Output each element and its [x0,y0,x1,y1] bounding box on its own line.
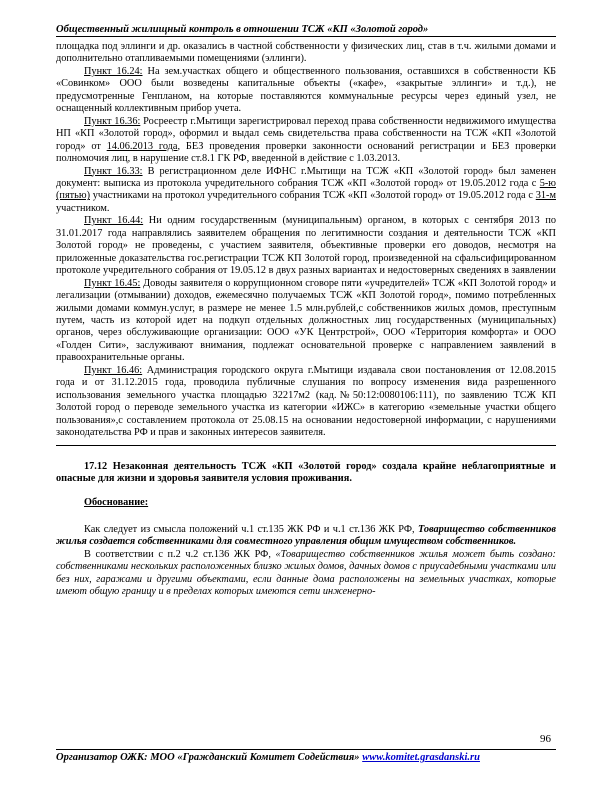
paragraph-text: участниками на протокол учредительного собрания ТСЖ «КП «Золотой город» от 19.05.2012 года с [90,190,536,202]
paragraph-text: Ни одним государственным (муниципальным) органом, в которых с сентября 2013 по 31.01.2017 года направлялись заявителем обращения по легитимности создания и деятельности ТСЖ «КП Золотой город» не проведены, с участием заявителя, объективные проверки его доводов, несмотря на приложенные доказательства гос.регистрации ТСЖ КП Золотой город, произведенной на сфальсифицированном протоколе учредительного собрания от 19.05.12 в двух разных вариантах и недостоверных сведениях в заявлении [56,215,556,277]
paragraph-text: В регистрационном деле ИФНС г.Мытищи на ТСЖ «КП «Золотой город» был заменен документ: выписка из протокола учредительного собрания ТСЖ «КП «Золотой город» от 19.05.2012 года с [56,165,556,189]
point-label: Пункт 16.24: [84,65,143,77]
paragraph-continued: площадка под эллинги и др. оказались в частной собственности у физических лиц, став в т.ч. жилыми домами и дополнительно отапливаемыми помещениями (эллинги). [56,41,556,65]
paragraph-16-46 [56,365,556,440]
basis-paragraph-2 [56,549,556,599]
footer-text: Организатор ОЖК: МОО «Гражданский Комитет Содействия» [56,752,363,763]
paragraph-text: В соответствии с п.2 ч.2 ст.136 ЖК РФ, [84,548,276,560]
underlined-count: 5-ю (пятью) [56,177,556,202]
point-label: Пункт 16.33: [84,165,143,177]
point-label: Пункт 16.44: [84,215,144,227]
paragraph-text: Доводы заявителя о коррупционном сговоре пяти «учредителей» ТСЖ «КП Золотой город» и легализации (отмывании) доходов, ежемесячно получаемых ТСЖ «КП Золотой город», помимо потребленных жилыми домами коммун.услуг, в размере не менее 1.5 млн.рублей,с собственников жилых домов, преступным путем, часть из которой идет на подкуп отдельных должностных лиц государственных (муниципальных) органов, через обслуживающие организации: ООО «УК Центрстрой», ООО «Территория комфорта» и ООО «Голден Сити», заслуживают внимания, подлежат основательной проверке с направлением заявлений в правоохранительные органы. [56,277,556,364]
basis-label: Обоснование: [84,497,149,509]
paragraph-text: На зем.участках общего и общественного пользования, оставшихся в собственности КБ «Совинком» ООО были возведены капитальные объекты («кафе», «закрытые эллинги» и т.д.), не предусмотренные Генпланом, на которые поставляются коммунальные ресурсы через единый узел, не оснащенный коллективным прибор учета. [56,65,556,115]
document-body [56,41,556,599]
section-number: 17.12 [84,460,108,472]
paragraph-16-33 [56,166,556,216]
paragraph-text: , БЕЗ проведения проверки законности оснований регистрации и БЕЗ проверки полномочия лиц, в нарушение ст.8.1 ГК РФ, введенной в действие с 1.03.2013. [56,140,556,165]
section-title: Незаконная деятельность ТСЖ «КП «Золотой город» создала крайне неблагоприятные и опасные для жизни и здоровья заявителя условия проживания. [56,460,556,484]
underlined-count: 31-м [535,190,556,202]
paragraph-text: Администрация городского округа г.Мытищи издавала свои постановления от 12.08.2015 года и от 31.12.2015 года, проводила публичные слушания по вопросу изменения вида разрешенного использования земельного участка площадью 32217м2 (кад.№50:12:0080106:111), по заявлению ТСЖ КП Золотой город о переводе земельного участка из категории «ИЖС» в категорию «земельные участки общего пользования»,с составлением протокола от 25.08.15 на основании недостоверной информации, с нарушениями законодательства РФ и прав и законных интересов заявителя. [56,364,556,439]
page-number: 96 [540,733,551,745]
paragraph-16-44 [56,215,556,277]
underlined-date: 14.06.2013 года [106,140,178,152]
point-label: Пункт 16.45: [84,277,141,289]
emphasis-text: Товарищество собственников жилья создается собственниками для совместного управления общим имуществом собственников. [56,523,556,548]
paragraph-16-45 [56,278,556,365]
paragraph-16-24 [56,66,556,116]
footer-link[interactable]: www.komitet.grasdanski.ru [362,752,480,763]
page-header: Общественный жилищный контроль в отношении ТСЖ «КП «Золотой город» [56,24,556,37]
point-label: Пункт 16.36: [84,115,141,127]
paragraph-16-36 [56,116,556,166]
point-label: Пункт 16.46: [84,364,143,376]
page-footer [56,749,556,763]
paragraph-text: Как следует из смысла положений ч.1 ст.135 ЖК РФ и ч.1 ст.136 ЖК РФ, [84,523,418,535]
basis-paragraph-1 [56,524,556,549]
paragraph-text: участником. [56,202,110,214]
section-heading [56,461,556,486]
quote-text: «Товарищество собственников жилья может быть создано: собственниками нескольких расположенных близко жилых домов, дачных домов с приусадебными участками или без них, гаражами и другими объектами, если данные дома расположены на земельных участках, которые имеют общую границу и в пределах которых имеются сети инженерно- [56,548,556,598]
paragraph-text: Росреестр г.Мытищи зарегистрировал переход права собственности недвижимого имущества НП «КП «Золотой город», оформил и выдал семь свидетельства права собственности на ТСЖ «КП «Золотой город» от [56,115,556,152]
